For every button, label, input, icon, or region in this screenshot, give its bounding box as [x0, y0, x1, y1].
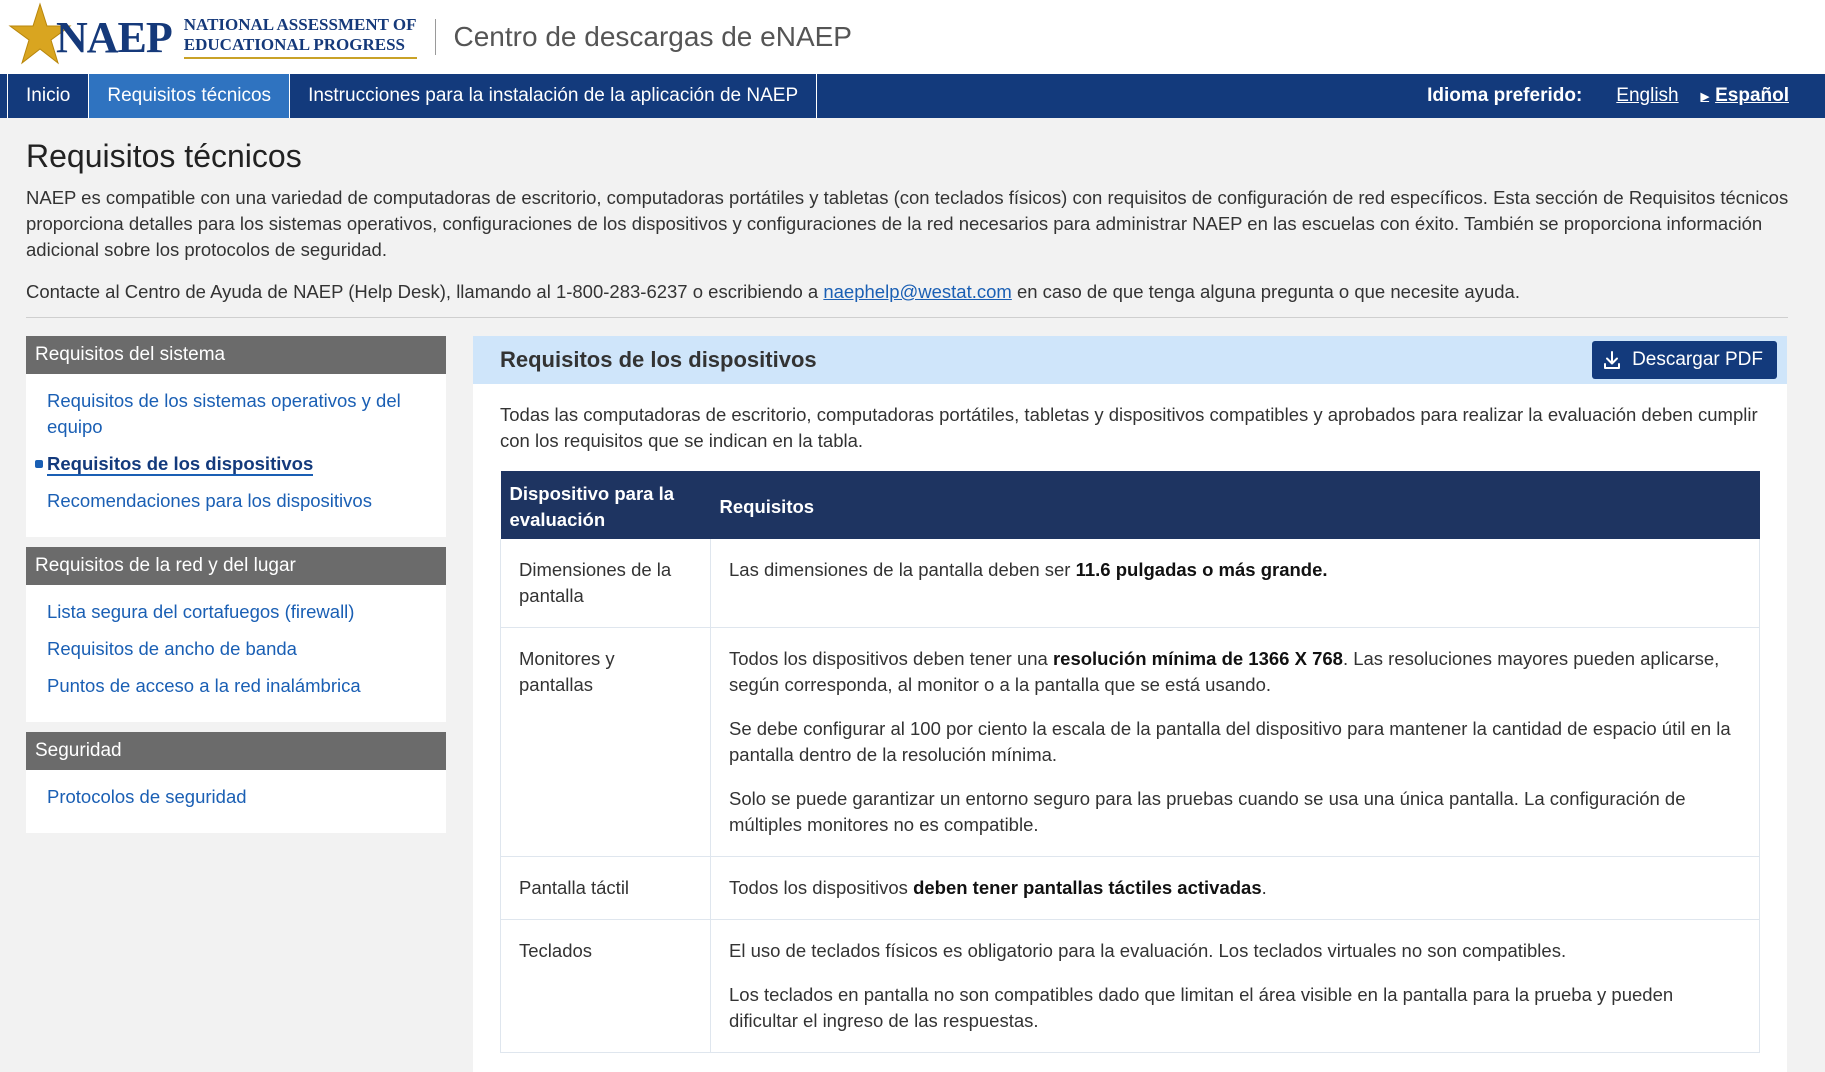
lead-paragraph: Todas las computadoras de escritorio, computadoras portátiles, tabletas y dispositivos compatibles y aprobados para realizar la evaluación deben cumplir con los requisitos que se indican en la tabla.	[500, 404, 1758, 451]
sidebar-header: Seguridad	[26, 732, 446, 770]
triangle-right-icon: ▶	[1700, 90, 1710, 103]
sidebar-group-red	[26, 547, 446, 722]
page-title: Requisitos técnicos	[26, 138, 302, 174]
main-nav	[0, 74, 1825, 118]
sidebar-group-sistema	[26, 336, 446, 537]
site-title: Centro de descargas de eNAEP	[453, 21, 852, 52]
sidebar-list	[26, 585, 446, 722]
bullet-icon	[35, 460, 43, 468]
sidebar-header: Requisitos del sistema	[26, 336, 446, 374]
help-email-link[interactable]: naephelp@westat.com	[823, 281, 1012, 302]
content-body	[473, 384, 1787, 1053]
language-english-link[interactable]: English	[1616, 85, 1679, 106]
divider	[26, 317, 1788, 318]
sidebar	[26, 336, 446, 1072]
logo-tagline: NATIONAL ASSESSMENT OF EDUCATIONAL PROGRESS	[184, 15, 417, 59]
requirement-cell: Todos los dispositivos deben tener una resolución mínima de 1366 X 768. Las resoluciones mayores pueden aplicarse, según corresponda, al monitor o a la pantalla que se está usando. Se debe configurar al 100 por ciento la escala de la pantalla del dispositivo para mantener la cantidad de espacio útil en la pantalla dentro de la resolución mínima. Solo se puede garantizar un entorno seguro para las pruebas cuando se usa una única pantalla. La configuración de múltiples monitores no es compatible.	[711, 628, 1760, 857]
column-header-device: Dispositivo para la evaluación	[501, 471, 711, 539]
table-row	[501, 539, 1760, 628]
sidebar-link-sistemas-operativos[interactable]: Requisitos de los sistemas operativos y del equipo	[47, 390, 401, 437]
sidebar-link-protocolos[interactable]: Protocolos de seguridad	[47, 786, 247, 807]
requirement-cell: Todos los dispositivos deben tener pantallas táctiles activadas.	[711, 857, 1760, 920]
content-panel	[473, 336, 1787, 1072]
table-row	[501, 857, 1760, 920]
sidebar-link-cortafuegos[interactable]: Lista segura del cortafuegos (firewall)	[47, 601, 355, 622]
table-header-row	[501, 471, 1760, 539]
requirements-table	[500, 471, 1760, 1053]
contact-paragraph: Contacte al Centro de Ayuda de NAEP (Help Desk), llamando al 1-800-283-6237 o escribiendo a naephelp@westat.com en caso de que tenga alguna pregunta o que necesite ayuda.	[26, 281, 1520, 302]
sidebar-list	[26, 374, 446, 537]
main-content	[0, 138, 1825, 1072]
nav-instrucciones-instalacion[interactable]: Instrucciones para la instalación de la aplicación de NAEP	[289, 74, 817, 118]
sidebar-link-recomendaciones[interactable]: Recomendaciones para los dispositivos	[47, 490, 372, 511]
nav-requisitos-tecnicos[interactable]: Requisitos técnicos	[88, 74, 290, 118]
sidebar-header: Requisitos de la red y del lugar	[26, 547, 446, 585]
column-header-requirements: Requisitos	[711, 471, 1760, 539]
sidebar-group-seguridad	[26, 732, 446, 833]
site-header	[0, 0, 1825, 74]
device-cell: Dimensiones de la pantalla	[501, 539, 711, 628]
table-row	[501, 920, 1760, 1053]
intro-paragraph: NAEP es compatible con una variedad de computadoras de escritorio, computadoras portátiles y tabletas (con teclados físicos) con requisitos de configuración de red específicos. Esta sección de Requisitos técnicos proporciona detalles para los sistemas operativos, configuraciones de los dispositivos y configuraciones de la red necesarios para administrar NAEP en las escuelas con éxito. También se proporciona información adicional sobre los protocolos de seguridad.	[26, 187, 1789, 260]
language-selector	[1427, 74, 1825, 118]
table-row	[501, 628, 1760, 857]
language-label: Idioma preferido:	[1427, 85, 1583, 106]
device-cell: Pantalla táctil	[501, 857, 711, 920]
sidebar-link-ancho-banda[interactable]: Requisitos de ancho de banda	[47, 638, 297, 659]
device-cell: Monitores y pantallas	[501, 628, 711, 857]
logo-wordmark: NAEP	[56, 12, 172, 62]
sidebar-link-acceso-inalambrico[interactable]: Puntos de acceso a la red inalámbrica	[47, 675, 361, 696]
content-title: Requisitos de los dispositivos	[500, 347, 817, 372]
nav-inicio[interactable]: Inicio	[7, 74, 89, 118]
download-icon	[1602, 350, 1622, 370]
requirement-cell: El uso de teclados físicos es obligatorio para la evaluación. Los teclados virtuales no son compatibles. Los teclados en pantalla no son compatibles dado que limitan el área visible en la pantalla para la prueba y pueden dificultar el ingreso de las respuestas.	[711, 920, 1760, 1053]
two-column-layout	[26, 336, 1790, 1072]
naep-logo[interactable]	[8, 0, 417, 74]
language-spanish-link[interactable]: ▶ Español	[1700, 85, 1789, 106]
download-pdf-button[interactable]: Descargar PDF	[1592, 341, 1777, 379]
device-cell: Teclados	[501, 920, 711, 1053]
requirement-cell: Las dimensiones de la pantalla deben ser 11.6 pulgadas o más grande.	[711, 539, 1760, 628]
header-divider	[435, 19, 436, 55]
sidebar-link-dispositivos[interactable]: Requisitos de los dispositivos	[26, 451, 446, 477]
sidebar-list	[26, 770, 446, 833]
content-header	[473, 336, 1787, 384]
